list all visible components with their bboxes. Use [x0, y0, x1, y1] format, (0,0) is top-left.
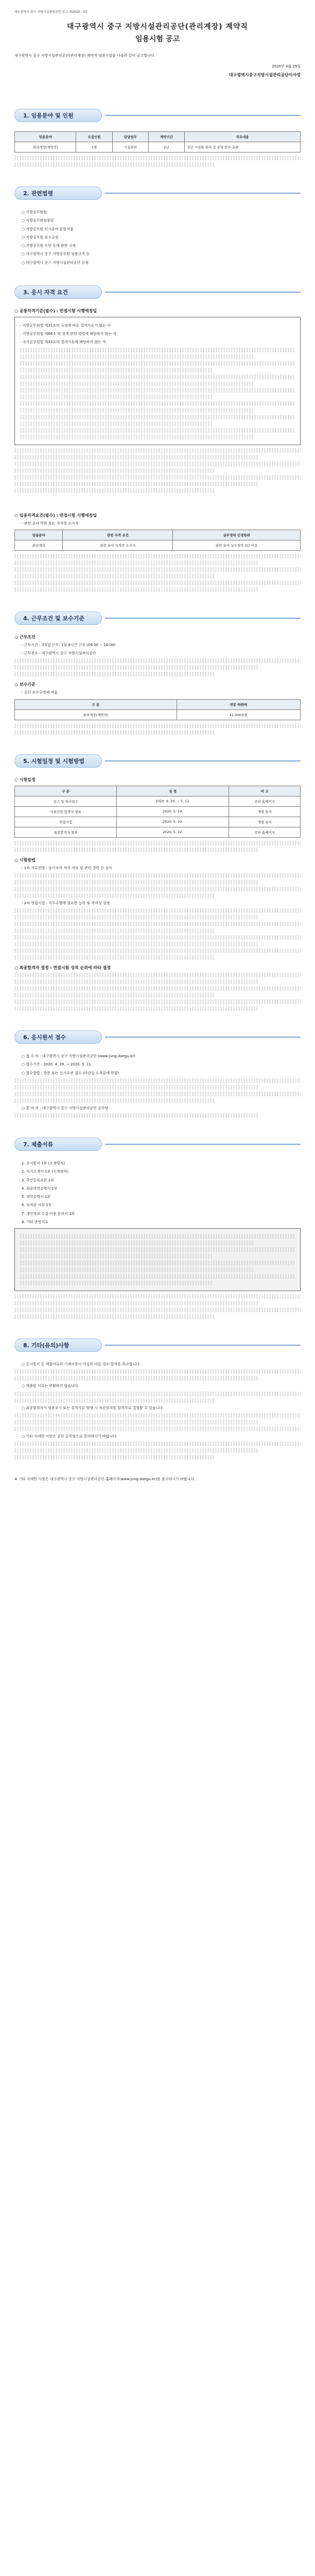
section-divider	[105, 292, 301, 293]
section-divider	[105, 115, 301, 116]
document-item: 1. 응시원서 1부 (소정양식)	[22, 1161, 65, 1166]
text-line	[14, 1314, 215, 1319]
text-line	[14, 468, 215, 473]
document-item: 6. 자격증 사본 1부	[22, 1203, 52, 1208]
text-line	[14, 554, 301, 558]
qualification-heading: ○ 공통자격기준(필수) : 면접시험 시행예정일	[14, 308, 97, 313]
table-cell: 공단 시설물 관리 및 운영 업무 총괄	[185, 142, 301, 152]
table-cell: 공고 및 원서접수	[15, 796, 117, 806]
text-line	[14, 482, 258, 486]
table-header: 연봉 하한액	[177, 699, 300, 709]
method-item: - 1차 서류전형 : 응시자격 적격 여부 및 관련 경력 등 심사	[22, 866, 112, 870]
table-cell: 관리계장	[15, 540, 63, 550]
text-line	[14, 162, 215, 167]
text-line	[14, 1398, 215, 1403]
table-cell: 서류전형 합격자 발표	[15, 806, 117, 817]
table-cell: 관련 분야 자격증 소지자	[63, 540, 173, 550]
table-row	[15, 806, 301, 817]
notice-date: 2020년 4월 29일	[272, 64, 301, 69]
text-line	[14, 462, 301, 466]
text-line	[20, 1261, 295, 1265]
section-divider	[105, 1345, 301, 1346]
text-line	[14, 1413, 301, 1418]
text-line	[14, 1420, 258, 1425]
text-line	[14, 993, 215, 997]
text-line	[14, 922, 301, 926]
application-item: ○ 접수방법 : 방문 또는 등기우편 접수 (마감일 도착분에 한함)	[22, 1071, 119, 1075]
text-line	[20, 435, 254, 439]
document-item: 4. 최종학력증명서 1부	[22, 1186, 58, 1191]
law-item: ○ 지방공무원임용령	[22, 218, 54, 223]
table-row	[15, 709, 301, 720]
text-line	[14, 973, 301, 977]
table-cell: 관련 분야 실무경력 3년 이상	[173, 540, 301, 550]
schedule-heading: ○ 시험일정	[14, 777, 36, 782]
table-cell: 개별 통지	[229, 817, 301, 827]
qualification-item: - 관련 분야 학위 또는 자격증 소지자	[22, 521, 79, 526]
text-line	[20, 375, 295, 379]
text-line	[14, 665, 258, 670]
text-line	[20, 1267, 254, 1272]
section-divider	[105, 618, 301, 619]
text-line	[14, 887, 301, 891]
text-line	[14, 1427, 301, 1431]
text-line	[20, 408, 254, 413]
table-header: 관련 자격 요건	[63, 530, 173, 540]
section-3-header	[14, 285, 301, 299]
document-item: 8. 기타 증빙서류	[22, 1219, 48, 1224]
table-cell: 공단 홈페이지	[229, 796, 301, 806]
text-line	[14, 1376, 258, 1381]
table-row	[15, 796, 301, 806]
table-header: 임용분야	[15, 530, 63, 540]
table-header: 구 분	[15, 699, 177, 709]
text-line	[14, 986, 301, 991]
pay-item: - 공단 보수규정에 따름	[22, 690, 58, 695]
text-line	[14, 574, 215, 579]
text-line	[14, 908, 301, 913]
table-cell: 관리계장(계약직)	[15, 709, 177, 720]
section-5-header	[14, 754, 301, 768]
table-header: 실무경력 인정범위	[173, 530, 301, 540]
method-heading: ○ 시험방법	[14, 857, 36, 862]
text-line	[14, 658, 301, 663]
text-line	[14, 1442, 301, 1446]
text-line	[20, 415, 295, 419]
recruitment-table	[14, 131, 301, 152]
condition-item: - 근무시간 : 주5일 근무, 1일 8시간 근무 (09:00 ~ 18:00)	[22, 642, 116, 647]
document-item: 2. 자기소개서 1부 (소정양식)	[22, 1170, 68, 1174]
law-item: ○ 지방공무원법	[22, 210, 47, 215]
text-line	[20, 1274, 295, 1279]
notice-title-line1: 대구광역시 중구 지방시설관리공단(관리계장) 계약직	[67, 23, 248, 31]
text-line	[14, 475, 301, 480]
table-cell: 개별 통지	[229, 806, 301, 817]
notice-title-line2: 임용시험 공고	[135, 35, 180, 43]
table-cell: 2년	[148, 142, 184, 152]
text-line	[14, 928, 215, 933]
text-line	[14, 955, 215, 960]
text-line	[14, 730, 215, 735]
text-line	[14, 1078, 301, 1083]
section-divider	[105, 760, 301, 761]
text-line	[14, 935, 301, 940]
text-line	[14, 723, 301, 728]
table-cell: 2020. 4. 29. ~ 5. 11.	[117, 796, 229, 806]
section-2-header	[14, 187, 301, 200]
text-line	[14, 893, 215, 898]
section-divider	[105, 1037, 301, 1038]
table-row	[15, 142, 301, 152]
table-header: 임용분야	[15, 132, 76, 142]
section-divider	[105, 1144, 301, 1145]
text-line	[14, 1006, 258, 1011]
table-header: 직무내용	[185, 132, 301, 142]
table-cell: 1명	[76, 142, 112, 152]
text-line	[14, 587, 258, 592]
text-line	[14, 581, 301, 585]
table-header: 담당업무	[112, 132, 148, 142]
notice-item: ○ 최종합격자가 임용포기 또는 결격사유 발생 시 차순위자를 합격자로 결정할 수 있습니다.	[22, 1405, 164, 1410]
text-line	[14, 1301, 258, 1306]
text-line	[14, 915, 258, 920]
table-row	[15, 827, 301, 837]
notice-item: ○ 기타 자세한 사항은 공단 총무팀으로 문의하시기 바랍니다.	[22, 1434, 118, 1438]
text-line	[20, 354, 254, 359]
final-decision-heading: ○ 최종합격자 결정 : 면접시험 성적 순위에 따라 결정	[14, 965, 111, 971]
text-line	[14, 948, 301, 953]
text-line	[14, 999, 301, 1004]
table-header: 비 고	[229, 786, 301, 796]
text-line	[14, 979, 258, 984]
application-item: ○ 접 수 처 : 대구광역시 중구 지방시설관리공단 (www.jung.daegu.kr)	[22, 1054, 135, 1059]
text-line	[14, 942, 258, 946]
document-item: 3. 주민등록초본 1부	[22, 1178, 54, 1182]
table-cell: 시설관리	[112, 142, 148, 152]
text-line	[20, 1281, 213, 1285]
text-line	[14, 488, 215, 493]
text-line	[14, 561, 258, 565]
pay-table	[14, 699, 301, 720]
section-8-header	[14, 1338, 301, 1352]
law-item: ○ 지방공무원 수당 등에 관한 규정	[22, 244, 76, 248]
text-line	[20, 388, 295, 393]
section-3-title: 3. 응시 자격 요건	[14, 285, 102, 299]
text-line	[20, 361, 295, 366]
table-row	[15, 540, 301, 550]
table-cell: 최종합격자 발표	[15, 827, 117, 837]
table-cell: 2020. 5. 22.	[117, 827, 229, 837]
text-line	[14, 448, 301, 453]
section-1-title: 1. 임용분야 및 인원	[14, 109, 102, 122]
section-7-header	[14, 1138, 301, 1151]
qualification-item: - 국가공무원법 제33조의 결격사유에 해당하지 않는 자	[20, 340, 106, 345]
qualification-item: - 지방공무원법 제66조 및 징계 관련 법령에 해당하지 않는 자	[20, 332, 116, 336]
text-line	[20, 368, 213, 372]
condition-heading: ○ 근무조건	[14, 634, 36, 639]
text-line	[14, 455, 258, 460]
table-cell: 관리계장(계약직)	[15, 142, 76, 152]
text-line	[14, 1098, 215, 1103]
text-line	[14, 880, 258, 885]
section-divider	[105, 193, 301, 194]
law-item: ○ 지방공무원 보수규정	[22, 235, 59, 240]
text-line	[20, 428, 295, 433]
text-line	[20, 401, 295, 406]
text-line	[14, 841, 301, 845]
application-item: ○ 문 의 처 : 대구광역시 중구 지방시설관리공단 총무팀	[22, 1106, 109, 1110]
table-cell: 2020. 5. 14.	[117, 806, 229, 817]
method-item: - 2차 면접시험 : 직무수행에 필요한 능력 및 적격성 검정	[22, 901, 110, 905]
text-line	[14, 1392, 301, 1396]
text-line	[14, 672, 215, 676]
text-line	[14, 873, 301, 878]
header-note: 대구광역시 중구 지방시설관리공단 공고 제2020 - 0호	[14, 10, 88, 14]
section-6-header	[14, 1030, 301, 1044]
text-line	[14, 1448, 258, 1453]
text-line	[14, 848, 258, 852]
text-line	[20, 1247, 295, 1252]
section-4-header	[14, 612, 301, 625]
condition-item: - 근무장소 : 대구광역시 중구 지방시설관리공단	[22, 651, 96, 656]
law-item: ○ 지방공무원 인사분야 통합지침	[22, 227, 74, 231]
document-item: 5. 경력증명서 1부	[22, 1195, 51, 1199]
text-line	[14, 1085, 258, 1090]
table-cell: 면접시험	[15, 817, 117, 827]
qualification-box	[14, 317, 301, 445]
text-line	[20, 1254, 213, 1259]
document-notes-box	[14, 1228, 301, 1291]
text-line	[20, 381, 254, 386]
section-1-header	[14, 109, 301, 122]
table-cell: 공단 홈페이지	[229, 827, 301, 837]
notice-item: ○ 응시원서 등 제출서류의 기재사항이 사실과 다를 경우 합격을 취소합니다.	[22, 1362, 141, 1367]
qualification-table	[14, 530, 301, 551]
text-line	[14, 1294, 301, 1299]
text-line	[14, 1308, 301, 1312]
section-7-title: 7. 제출서류	[14, 1138, 102, 1151]
section-4-title: 4. 근무조건 및 보수기준	[14, 612, 102, 625]
document-item: 7. 개인정보 수집·이용 동의서 1부	[22, 1211, 75, 1216]
text-line	[20, 1234, 295, 1239]
qualification-item: - 지방공무원법 제31조의 규정에 따른 결격사유가 없는 자	[20, 323, 111, 328]
section-5-title: 5. 시험일정 및 시험방법	[14, 754, 102, 768]
table-header: 모집인원	[76, 132, 112, 142]
law-item: ○ 대구광역시 중구 지방공무원 임용규칙 등	[22, 252, 90, 257]
section-8-title: 8. 기타(유의)사항	[14, 1338, 102, 1352]
table-cell: 2020. 5. 20.	[117, 817, 229, 827]
text-line	[14, 156, 301, 160]
table-header: 일 정	[117, 786, 229, 796]
text-line	[20, 1241, 254, 1245]
text-line	[20, 395, 213, 399]
text-line	[14, 567, 301, 572]
law-item: ○ 대구광역시 중구 지방시설관리공단 규정	[22, 260, 89, 265]
text-line	[14, 1455, 215, 1460]
table-row	[15, 817, 301, 827]
table-header: 구 분	[15, 786, 117, 796]
pay-heading: ○ 보수기준	[14, 682, 36, 687]
text-line	[14, 1092, 301, 1096]
section-2-title: 2. 관련법령	[14, 187, 102, 200]
text-line	[20, 421, 213, 426]
text-line	[20, 348, 295, 352]
issuing-org: 대구광역시중구지방시설관리공단이사장	[229, 73, 301, 78]
table-cell: 41,000천원	[177, 709, 300, 720]
text-line	[14, 1369, 301, 1374]
qualification-heading: ○ 임용자격요건(필수) : 면접시험 시행예정일	[14, 513, 97, 518]
bottom-note: ※ 기타 자세한 사항은 대구광역시 중구 지방시설관리공단 홈페이지(www.jung.daegu.kr)를 참고하시기 바랍니다.	[14, 1477, 196, 1482]
text-line	[14, 1113, 258, 1118]
notice-item: ○ 제출된 서류는 반환하지 않습니다.	[22, 1384, 79, 1388]
section-6-title: 6. 응시원서 접수	[14, 1030, 102, 1044]
table-header: 계약기간	[148, 132, 184, 142]
schedule-table	[14, 786, 301, 838]
application-item: ○ 접수기간 : 2020. 4. 29. ~ 2020. 5. 11.	[22, 1062, 93, 1067]
intro-text: 대구광역시 중구 지방시설관리공단(관리계장) 계약직 임용시험을 다음과 같이 공고합니다.	[14, 54, 155, 58]
